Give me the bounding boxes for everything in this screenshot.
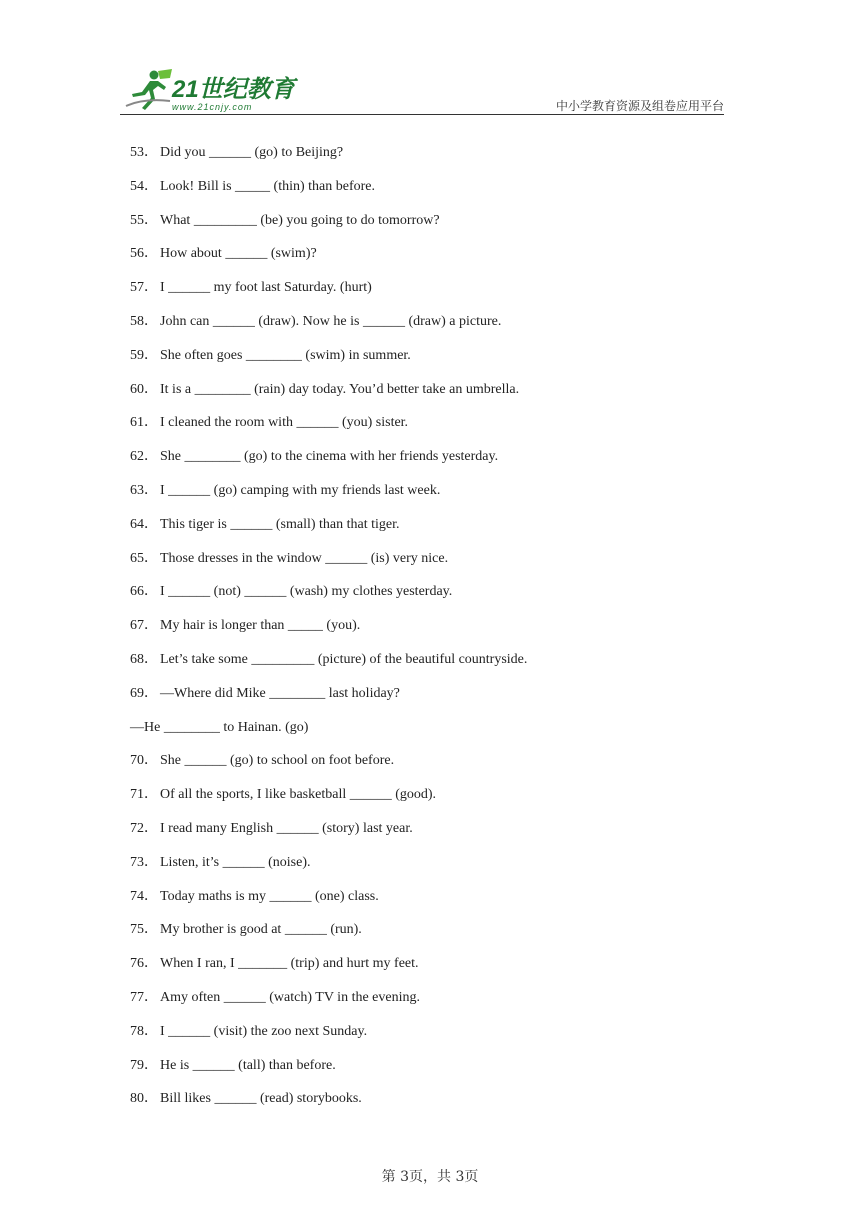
question-number: 53． bbox=[130, 145, 158, 160]
question-item bbox=[130, 549, 750, 583]
question-item bbox=[130, 751, 750, 785]
logo-text: 21世纪教育 bbox=[172, 76, 295, 103]
question-text: Of all the sports, I like basketball ______ (good). bbox=[160, 787, 437, 803]
question-text: She often goes ________ (swim) in summer. bbox=[160, 347, 411, 363]
question-item bbox=[130, 1089, 750, 1123]
question-number: 67． bbox=[130, 618, 158, 634]
question-number: 64． bbox=[130, 516, 158, 532]
question-number: 77． bbox=[130, 989, 158, 1005]
question-text: Listen, it’s ______ (noise). bbox=[160, 854, 311, 870]
question-number: 66． bbox=[130, 584, 158, 600]
question-number: 80． bbox=[130, 1091, 158, 1107]
question-item bbox=[130, 887, 750, 921]
question-number: 57． bbox=[130, 280, 158, 296]
question-text: It is a ________ (rain) day today. You’d better take an umbrella. bbox=[160, 381, 520, 397]
question-number: 78． bbox=[130, 1023, 158, 1039]
question-number: 54． bbox=[130, 178, 158, 194]
question-item bbox=[130, 312, 750, 346]
question-item bbox=[130, 1056, 750, 1090]
question-item bbox=[130, 244, 750, 278]
question-text: What _________ (be) you going to do tomorrow? bbox=[160, 212, 440, 228]
header-divider bbox=[120, 114, 724, 115]
question-number: 75． bbox=[130, 922, 158, 938]
question-item bbox=[130, 278, 750, 312]
question-item bbox=[130, 177, 750, 211]
question-item bbox=[130, 481, 750, 515]
logo-subtext: www.21cnjy.com bbox=[172, 102, 253, 112]
question-text: She ______ (go) to school on foot before. bbox=[160, 753, 395, 769]
question-number: 55． bbox=[130, 212, 158, 228]
question-text: How about ______ (swim)? bbox=[160, 246, 317, 262]
question-number: 79． bbox=[130, 1057, 158, 1073]
question-number: 72． bbox=[130, 820, 158, 836]
question-number: 56． bbox=[130, 246, 158, 262]
question-text: This tiger is ______ (small) than that tiger. bbox=[160, 516, 400, 532]
question-text: Look! Bill is _____ (thin) than before. bbox=[160, 178, 376, 194]
question-number: 70． bbox=[130, 753, 158, 769]
question-item bbox=[130, 413, 750, 447]
question-number: 76． bbox=[130, 956, 158, 972]
question-number: 71． bbox=[130, 787, 158, 803]
question-text: When I ran, I _______ (trip) and hurt my feet. bbox=[160, 956, 419, 972]
question-number: 61． bbox=[130, 415, 158, 431]
question-text: —He ________ to Hainan. (go) bbox=[130, 719, 309, 735]
question-text: My hair is longer than _____ (you). bbox=[160, 618, 361, 634]
runner-logo-icon bbox=[120, 68, 176, 114]
question-text: My brother is good at ______ (run). bbox=[160, 922, 362, 938]
question-text: Bill likes ______ (read) storybooks. bbox=[160, 1091, 362, 1107]
question-item bbox=[130, 819, 750, 853]
question-item bbox=[130, 853, 750, 887]
question-text: —Where did Mike ________ last holiday? bbox=[160, 685, 400, 701]
question-number: 68． bbox=[130, 651, 158, 667]
question-item bbox=[130, 582, 750, 616]
question-text: John can ______ (draw). Now he is ______ (draw) a picture. bbox=[160, 313, 502, 329]
question-text: I ______ (visit) the zoo next Sunday. bbox=[160, 1023, 368, 1039]
question-text: He is ______ (tall) than before. bbox=[160, 1057, 336, 1073]
question-item bbox=[130, 143, 750, 177]
question-item bbox=[130, 718, 750, 752]
question-item bbox=[130, 380, 750, 414]
question-number: 58． bbox=[130, 313, 158, 329]
question-item bbox=[130, 684, 750, 718]
question-text: Amy often ______ (watch) TV in the evening. bbox=[160, 989, 420, 1005]
question-text: I ______ my foot last Saturday. (hurt) bbox=[160, 280, 372, 296]
question-number: 74． bbox=[130, 888, 158, 904]
question-text: I cleaned the room with ______ (you) sister. bbox=[160, 415, 409, 431]
question-text: I ______ (not) ______ (wash) my clothes yesterday. bbox=[160, 584, 453, 600]
question-item bbox=[130, 515, 750, 549]
question-number: 60． bbox=[130, 381, 158, 397]
page-footer: 第 3页，共 3页 bbox=[381, 1169, 479, 1185]
question-number: 59． bbox=[130, 347, 158, 363]
question-item bbox=[130, 954, 750, 988]
question-item bbox=[130, 211, 750, 245]
question-item bbox=[130, 1022, 750, 1056]
logo bbox=[120, 68, 300, 114]
question-text: She ________ (go) to the cinema with her friends yesterday. bbox=[160, 449, 499, 465]
question-number: 62． bbox=[130, 449, 158, 465]
page-header bbox=[120, 68, 724, 116]
question-text: Let’s take some _________ (picture) of the beautiful countryside. bbox=[160, 651, 528, 667]
question-text: I read many English ______ (story) last year. bbox=[160, 820, 413, 836]
question-list bbox=[130, 143, 750, 1123]
question-number: 73． bbox=[130, 854, 158, 870]
question-text: Did you ______ (go) to Beijing? bbox=[160, 145, 344, 160]
question-item bbox=[130, 616, 750, 650]
question-item bbox=[130, 650, 750, 684]
question-text: Those dresses in the window ______ (is) very nice. bbox=[160, 550, 449, 566]
question-item bbox=[130, 447, 750, 481]
question-text: I ______ (go) camping with my friends last week. bbox=[160, 482, 441, 498]
question-item bbox=[130, 346, 750, 380]
question-item bbox=[130, 988, 750, 1022]
question-number: 63． bbox=[130, 482, 158, 498]
question-number: 65． bbox=[130, 550, 158, 566]
question-item bbox=[130, 785, 750, 819]
question-number: 69． bbox=[130, 685, 158, 701]
question-item bbox=[130, 920, 750, 954]
question-text: Today maths is my ______ (one) class. bbox=[160, 888, 379, 904]
platform-name: 中小学教育资源及组卷应用平台 bbox=[555, 99, 724, 113]
